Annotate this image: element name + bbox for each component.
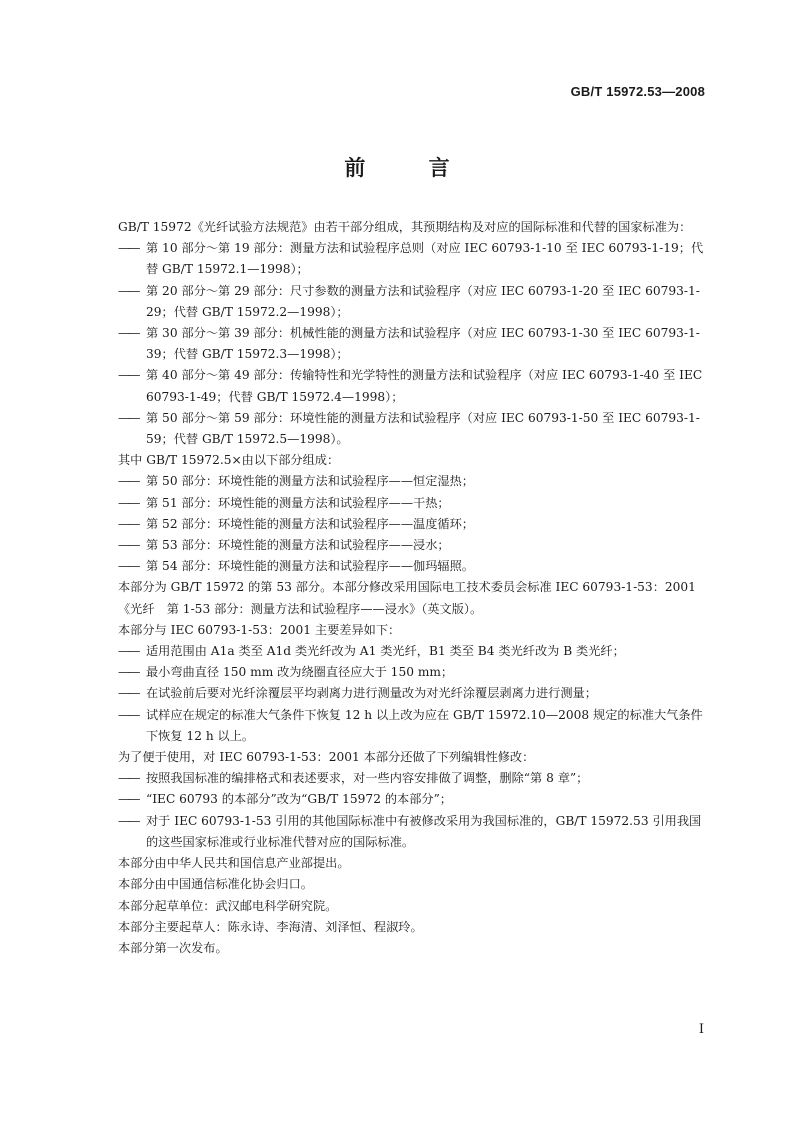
list-item-text: 第 50 部分～第 59 部分：环境性能的测量方法和试验程序（对应 IEC 60793-1-50 至 IEC 60793-1-59；代替 GB/T 15972.5—1998）。 bbox=[146, 410, 700, 447]
list-item-text: 第 40 部分～第 49 部分：传输特性和光学特性的测量方法和试验程序（对应 IEC 60793-1-40 至 IEC 60793-1-49；代替 GB/T 15972.4—1998）； bbox=[146, 368, 703, 404]
dash-glyph: —— bbox=[118, 644, 139, 659]
list-item bbox=[118, 471, 706, 492]
list-item-text: 第 52 部分：环境性能的测量方法和试验程序——温度循环； bbox=[146, 516, 474, 531]
intro-paragraph bbox=[118, 217, 706, 238]
list-item bbox=[118, 811, 706, 853]
list-item-text: “IEC 60793 的本部分”改为“GB/T 15972 的本部分”； bbox=[146, 792, 452, 807]
list-item-text: 第 51 部分：环境性能的测量方法和试验程序——干热； bbox=[146, 495, 450, 510]
dash-glyph: —— bbox=[118, 516, 139, 531]
foreword-body bbox=[118, 217, 706, 959]
list-item-text: 在试验前后要对光纤涂覆层平均剥离力进行测量改为对光纤涂覆层剥离力进行测量； bbox=[146, 686, 597, 701]
list-item-text: 适用范围由 A1a 类至 A1d 类光纤改为 A1 类光纤，B1 类至 B4 类光纤改为 B 类光纤； bbox=[146, 644, 625, 659]
dash-glyph: —— bbox=[118, 665, 139, 680]
page-title: 前 言 bbox=[344, 156, 478, 180]
list-item-text: 第 50 部分：环境性能的测量方法和试验程序——恒定湿热； bbox=[146, 474, 474, 489]
list-item-text: 第 20 部分～第 29 部分：尺寸参数的测量方法和试验程序（对应 IEC 60793-1-20 至 IEC 60793-1-29；代替 GB/T 15972.2—1998）； bbox=[146, 283, 700, 319]
sub-intro-paragraph: 其中 GB/T 15972.5×由以下部分组成： bbox=[118, 453, 340, 468]
closing-line: 本部分主要起草人：陈永诗、李海清、刘泽恒、程淑玲。 bbox=[118, 919, 423, 934]
list-item-text: 最小弯曲直径 150 mm 改为绕圈直径应大于 150 mm； bbox=[146, 665, 454, 680]
list-item-text: 按照我国标准的编排格式和表述要求，对一些内容安排做了调整，删除“第 8 章”； bbox=[146, 771, 589, 786]
list-item bbox=[118, 789, 706, 810]
list-item bbox=[118, 641, 706, 662]
list-item bbox=[118, 535, 706, 556]
dash-glyph: —— bbox=[118, 771, 139, 786]
differences-list bbox=[118, 641, 706, 747]
list-item bbox=[118, 705, 706, 747]
list-item bbox=[118, 323, 706, 365]
list-item bbox=[118, 238, 706, 280]
structure-list bbox=[118, 238, 706, 450]
closing-line: 本部分第一次发布。 bbox=[118, 940, 228, 955]
list-item-text: 第 10 部分～第 19 部分：测量方法和试验程序总则（对应 IEC 60793-1-10 至 IEC 60793-1-19；代替 GB/T 15972.1—1998）； bbox=[146, 241, 704, 277]
differences-intro: 本部分与 IEC 60793-1-53：2001 主要差异如下： bbox=[118, 622, 401, 637]
dash-glyph: —— bbox=[118, 410, 139, 425]
dash-glyph: —— bbox=[118, 283, 139, 298]
dash-glyph: —— bbox=[118, 368, 139, 383]
list-item-text: 第 30 部分～第 39 部分：机械性能的测量方法和试验程序（对应 IEC 60793-1-30 至 IEC 60793-1-39；代替 GB/T 15972.3—1998）； bbox=[146, 326, 700, 362]
list-item bbox=[118, 365, 706, 407]
sub-parts-list bbox=[118, 471, 706, 577]
dash-glyph: —— bbox=[118, 792, 139, 807]
dash-glyph: —— bbox=[118, 241, 139, 256]
dash-glyph: —— bbox=[118, 538, 139, 553]
editorial-list bbox=[118, 768, 706, 853]
list-item bbox=[118, 556, 706, 577]
list-item bbox=[118, 514, 706, 535]
editorial-intro: 为了便于使用，对 IEC 60793-1-53：2001 本部分还做了下列编辑性修改： bbox=[118, 750, 535, 765]
list-item bbox=[118, 683, 706, 704]
standard-number: GB/T 15972.53—2008 bbox=[570, 84, 705, 99]
list-item bbox=[118, 281, 706, 323]
list-item bbox=[118, 408, 706, 450]
list-item bbox=[118, 662, 706, 683]
intro-text: GB/T 15972《光纤试验方法规范》由若干部分组成，其预期结构及对应的国际标准和代替的国家标准为： bbox=[118, 220, 692, 234]
dash-glyph: —— bbox=[118, 495, 139, 510]
dash-glyph: —— bbox=[118, 707, 139, 722]
list-item-text: 第 54 部分：环境性能的测量方法和试验程序——伽玛辐照。 bbox=[146, 559, 474, 574]
list-item-text: 对于 IEC 60793-1-53 引用的其他国际标准中有被修改采用为我国标准的，GB/T 15972.53 引用我国的这些国家标准或行业标准代替对应的国际标准。 bbox=[146, 813, 702, 849]
page-number: I bbox=[698, 1022, 704, 1037]
dash-glyph: —— bbox=[118, 474, 139, 489]
dash-glyph: —— bbox=[118, 559, 139, 574]
list-item-text: 第 53 部分：环境性能的测量方法和试验程序——浸水； bbox=[146, 538, 450, 553]
list-item bbox=[118, 768, 706, 789]
dash-glyph: —— bbox=[118, 813, 139, 828]
closing-line: 本部分由中国通信标准化协会归口。 bbox=[118, 877, 313, 892]
closing-statements bbox=[118, 853, 706, 959]
adoption-paragraph: 本部分为 GB/T 15972 的第 53 部分。本部分修改采用国际电工技术委员会标准 IEC 60793-1-53：2001《光纤 第 1-53 部分：测量方法和试验程序——浸水》（英文版）。 bbox=[118, 580, 696, 616]
closing-line: 本部分由中华人民共和国信息产业部提出。 bbox=[118, 856, 350, 871]
dash-glyph: —— bbox=[118, 326, 139, 341]
dash-glyph: —— bbox=[118, 686, 139, 701]
list-item-text: 试样应在规定的标准大气条件下恢复 12 h 以上改为应在 GB/T 15972.10—2008 规定的标准大气条件下恢复 12 h 以上。 bbox=[146, 707, 703, 743]
closing-line: 本部分起草单位：武汉邮电科学研究院。 bbox=[118, 898, 338, 913]
list-item bbox=[118, 493, 706, 514]
